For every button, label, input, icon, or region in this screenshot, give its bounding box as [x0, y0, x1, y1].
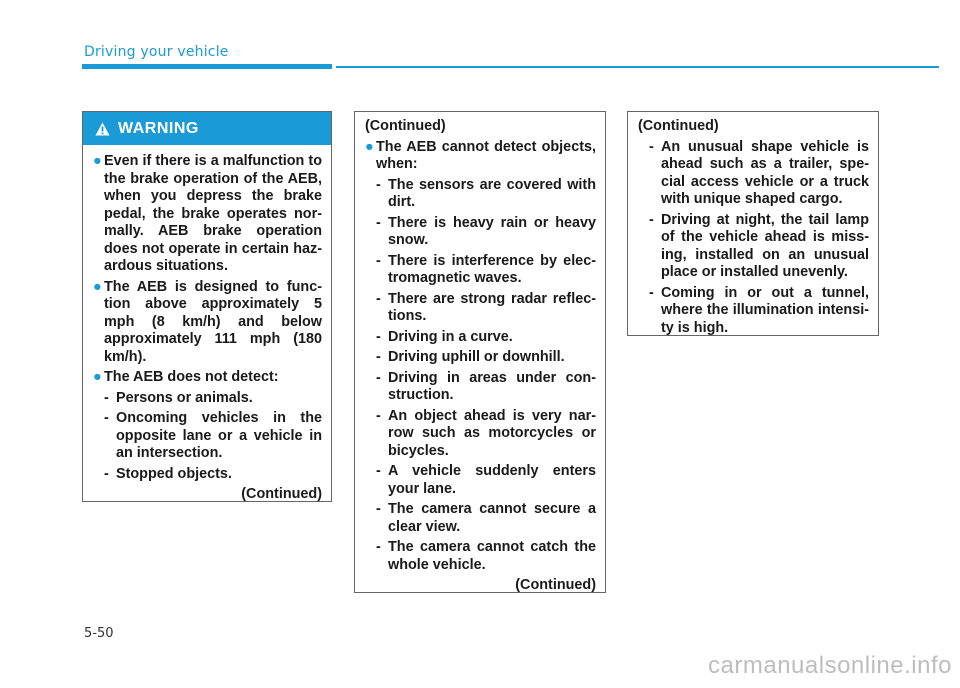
continued-box-2 — [354, 111, 606, 593]
continued-label: (Continued) — [241, 486, 322, 502]
bullet-text: The AEB is designed to func-tion above approximately 5 mph (8 km/h) and below approximately 111 mph (180 km/h). — [104, 278, 322, 365]
warning-bullet-1 — [93, 153, 322, 276]
continued-label: (Continued) — [365, 118, 446, 134]
bullet-text: The AEB does not detect: — [104, 369, 279, 385]
list-item: - A vehicle suddenly enters your lane. — [376, 463, 596, 497]
section-title: Driving your vehicle — [84, 44, 229, 60]
bullet-dot-icon: ● — [93, 278, 102, 295]
header-rule-thick — [82, 64, 332, 69]
list-item: - There is heavy rain or heavy snow. — [376, 214, 596, 248]
list-item: - The camera cannot secure a clear view. — [376, 501, 596, 535]
page-number: 5-50 — [84, 626, 114, 641]
bullet-dot-icon: ● — [93, 369, 102, 385]
list-item: - Oncoming vehicles in the opposite lane or a vehicle in an intersection. — [104, 410, 322, 461]
list-item: - There is interference by elec-tromagnetic waves. — [376, 252, 596, 286]
list-item: - Driving in a curve. — [376, 328, 513, 345]
list-item: - The camera cannot catch the whole vehicle. — [376, 539, 596, 573]
list-item: - Driving at night, the tail lamp of the vehicle ahead is miss-ing, installed on an unusual place or installed unevenly. — [649, 211, 869, 280]
detection-bullet — [365, 139, 596, 174]
warning-label: WARNING — [118, 119, 199, 137]
warning-box — [82, 111, 332, 502]
list-item: - An object ahead is very nar-row such as motorcycles or bicycles. — [376, 407, 596, 459]
continued-label: (Continued) — [515, 577, 596, 593]
watermark: carmanualsonline.info — [708, 652, 952, 679]
warning-triangle-icon — [95, 122, 110, 136]
warning-bullet-2 — [93, 279, 322, 367]
list-item: - There are strong radar reflec-tions. — [376, 290, 596, 324]
bullet-text: Even if there is a malfunction to the brake operation of the AEB, when you depress the brake pedal, the brake operates nor-mally. AEB brake operation does not operate in certain haz-ardous situations. — [104, 153, 322, 274]
list-item: - Driving in areas under con-struction. — [376, 369, 596, 403]
list-item: - Stopped objects. — [104, 465, 232, 482]
list-item: - The sensors are covered with dirt. — [376, 176, 596, 210]
header-rule-thin — [336, 66, 939, 68]
continued-box-3 — [627, 111, 879, 336]
list-item: - Persons or animals. — [104, 389, 253, 406]
list-item: - Driving uphill or downhill. — [376, 349, 565, 365]
list-item: - An unusual shape vehicle is ahead such as a trailer, spe-cial access vehicle or a truck with unique shaped cargo. — [649, 138, 869, 207]
continued-label: (Continued) — [638, 118, 719, 134]
warning-bullet-3 — [93, 369, 322, 387]
warning-header — [83, 112, 331, 145]
list-item: - Coming in or out a tunnel, where the illumination intensi-ty is high. — [649, 284, 869, 336]
bullet-dot-icon: ● — [93, 153, 102, 169]
bullet-dot-icon: ● — [365, 138, 374, 155]
bullet-text: The AEB cannot detect objects, when: — [376, 138, 596, 172]
